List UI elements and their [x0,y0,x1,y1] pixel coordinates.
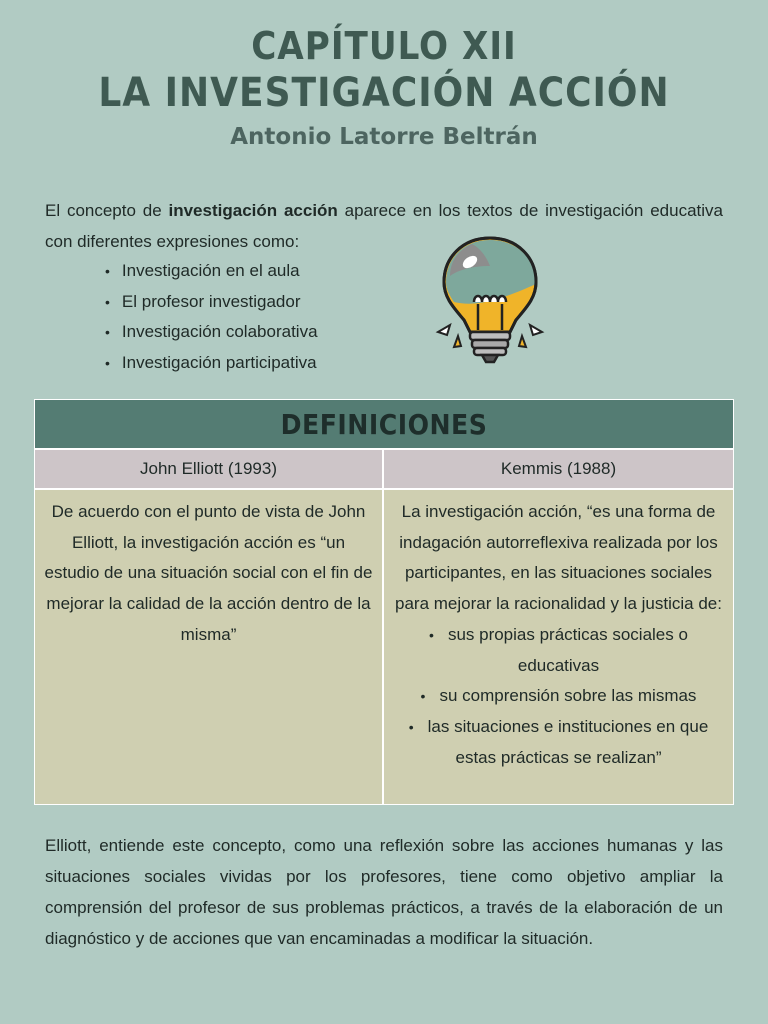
lightbulb-icon [432,232,548,364]
intro-text-before: El concepto de [45,201,169,220]
list-item: • Investigación en el aula [105,256,318,287]
kemmis-list [392,620,725,774]
author-name: Antonio Latorre Beltrán [230,124,538,150]
definition-kemmis-text: La investigación acción, “es una forma de indagación autorreflexiva realizada por los participantes, en las situaciones sociales para mejorar la racionalidad y la justicia de: [395,502,722,614]
definition-elliott-text: De acuerdo con el punto de vista de John Elliott, la investigación acción es “un estudio de una situación social con el fin de mejorar la calidad de la acción dentro de la misma” [44,502,373,644]
list-item: • Investigación participativa [105,348,318,379]
page-title: LA INVESTIGACIÓN ACCIÓN [98,70,670,116]
column-header-elliott: John Elliott (1993) [35,450,384,490]
list-item: • sus propias prácticas sociales o educativas [392,620,725,681]
chapter-title: CAPÍTULO XII [251,24,517,68]
list-item: • su comprensión sobre las mismas [392,681,725,712]
intro-text-after: aparece en los textos de investigación educativa con diferentes expresiones como: [45,201,723,251]
intro-keyword: investigación acción [168,201,338,220]
definitions-table [34,399,734,805]
intro-paragraph [45,195,723,257]
definition-kemmis [384,490,733,804]
definition-elliott [35,490,384,804]
list-item: • Investigación colaborativa [105,317,318,348]
definitions-heading: DEFINICIONES [35,400,733,450]
list-item: • El profesor investigador [105,287,318,318]
closing-paragraph: Elliott, entiende este concepto, como una reflexión sobre las acciones humanas y las situaciones sociales vividas por los profesores, tiene como objetivo ampliar la comprensión del profesor de sus problemas prácticos, a través de la elaboración de un diagnóstico y de acciones que van encaminadas a modificar la situación. [45,836,723,948]
column-header-kemmis: Kemmis (1988) [384,450,733,490]
expression-list [105,256,318,378]
list-item: • las situaciones e instituciones en que estas prácticas se realizan” [392,712,725,773]
